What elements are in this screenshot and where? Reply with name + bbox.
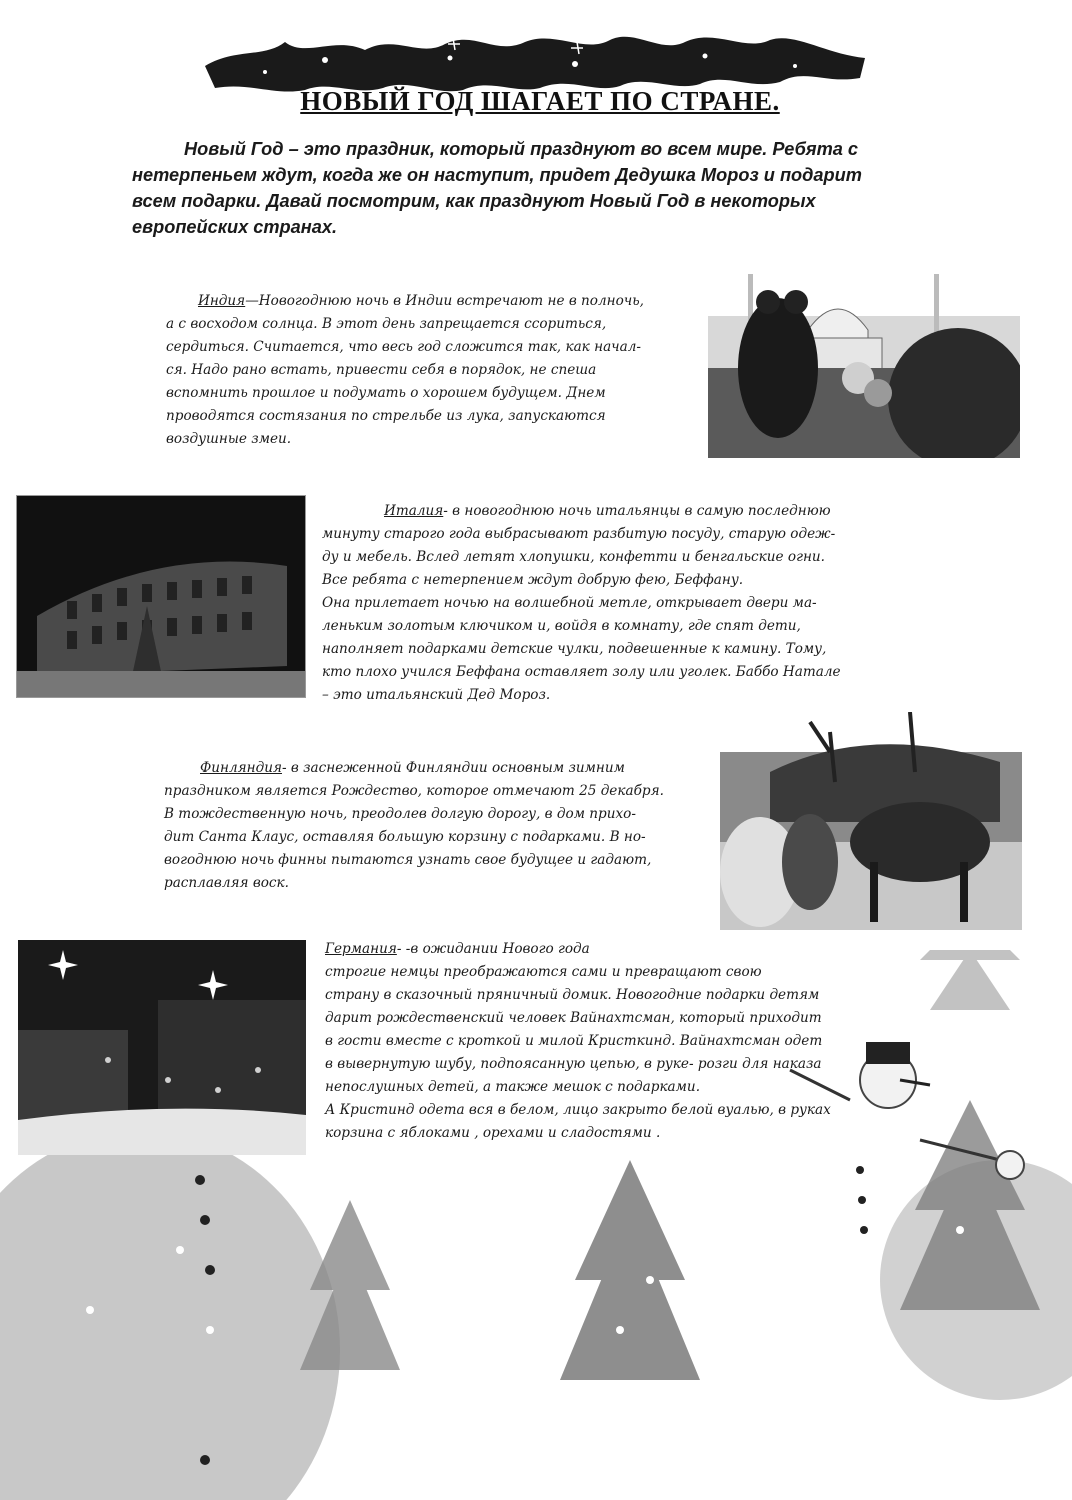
page-title: НОВЫЙ ГОД ШАГАЕТ ПО СТРАНЕ. xyxy=(300,86,780,116)
intro-line: всем подарки. Давай посмотрим, как празднуют Новый Год в некоторых xyxy=(132,191,816,211)
intro-line: европейских странах. xyxy=(132,217,338,237)
section-finland: Финляндия- в заснеженной Финляндии основным зимним праздником является Рождество, которое отмечают 25 декабря. В тождественную ночь, преодолев долгую дорогу, в дом прихо- дит Санта Клаус, оставляя большую корзину с подарками. В но- вогоднюю ночь финны пытаются узнать свое будущее и гадают, расплавляя воск. xyxy=(164,760,664,891)
intro-line: нетерпеньем ждут, когда же он наступит, придет Дедушка Мороз и подарит xyxy=(132,165,862,185)
photo-india-taj-mahal xyxy=(708,268,1020,458)
photo-italy-colosseum xyxy=(16,495,306,698)
country-name-finland: Финляндия xyxy=(200,760,282,776)
section-italy: Италия- в новогоднюю ночь итальянцы в самую последнюю минуту старого года выбрасывают разбитую посуду, старую одеж- ду и мебель. Вслед летят хлопушки, конфетти и бенгальские огни. Все ребята с нетерпением ждут добрую фею, Беффану. Она прилетает ночью на волшебной метле, открывает двери ма- леньким золотым ключиком и, войдя в комнату, где спят дети, наполняет подарками детские чулки, подвешенные к камину. Тому, кто плохо учился Беффана оставляет золу или уголек. Баббо Натале – это итальянский Дед Мороз. xyxy=(322,503,841,703)
country-name-germany: Германия xyxy=(325,941,397,957)
photo-germany-street xyxy=(18,940,306,1155)
intro-line: Новый Год – это праздник, который празднуют во всем мире. Ребята с xyxy=(184,139,859,159)
photo-finland-reindeer xyxy=(720,712,1022,930)
country-name-india: Индия xyxy=(198,293,246,309)
country-name-italy: Италия xyxy=(384,503,444,519)
section-india: Индия—Новогоднюю ночь в Индии встречают не в полночь, а с восходом солнца. В этот день запрещается ссориться, сердиться. Считается, что весь год сложится так, как начал- ся. Надо рано встать, привести себя в порядок, не спеша вспомнить прошлое и подумать о хорошем будущем. Днем проводятся состязания по стрельбе из лука, запускаются воздушные змеи. xyxy=(166,293,644,447)
section-germany: Германия- -в ожидании Нового года строгие немцы преображаются сами и превращают свою страну в сказочный пряничный домик. Новогодние подарки детям дарит рождественский человек Вайнахтсман, который приходит в гости вместе с кроткой и милой Кристкинд. Вайнахтсман одет в вывернутую шубу, подпоясанную цепью, в руке- розги для наказа непослушных детей, а также мешок с подарками. А Кристинд одета вся в белом, лицо закрыто белой вуалью, в руках корзина с яблоками , орехами и сладостями . xyxy=(325,941,831,1141)
intro-paragraph xyxy=(132,136,932,240)
